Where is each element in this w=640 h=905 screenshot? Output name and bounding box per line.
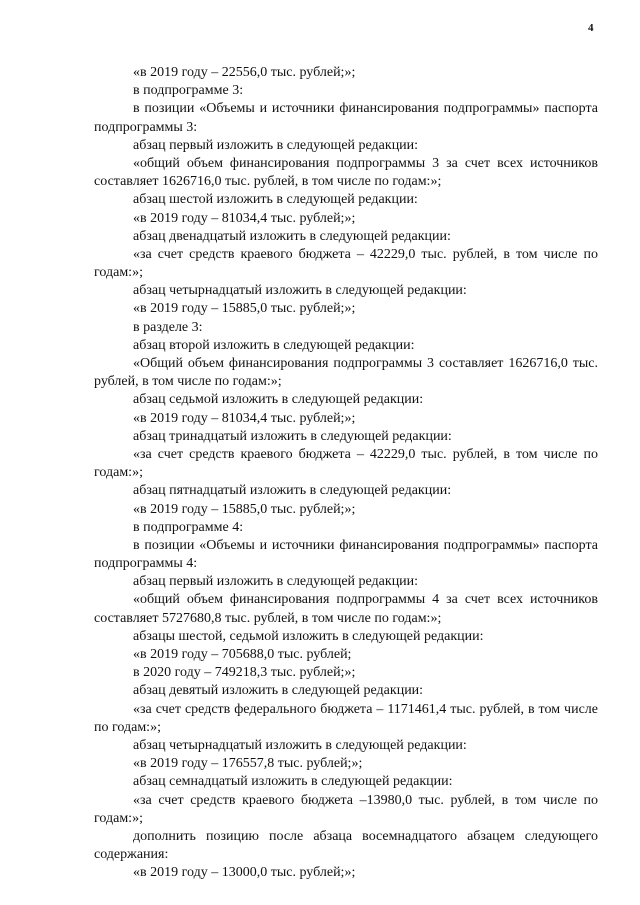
- document-paragraph: «в 2019 году – 81034,4 тыс. рублей;»;: [133, 410, 356, 426]
- document-paragraph: абзац седьмой изложить в следующей редакции:: [133, 392, 424, 408]
- document-paragraph: «за счет средств федерального бюджета – 1171461,4 тыс. рублей, в том числе по годам:»;: [94, 701, 598, 735]
- document-paragraph: в позиции «Объемы и источники финансирования подпрограммы» паспорта подпрограммы 4:: [94, 537, 598, 572]
- document-paragraph: «в 2019 году – 15885,0 тыс. рублей;»;: [133, 301, 356, 317]
- document-paragraph: в позиции «Объемы и источники финансирования подпрограммы» паспорта подпрограммы 3:: [94, 101, 598, 135]
- document-paragraph: дополнить позицию после абзаца восемнадцатого абзацем следующего содержания:: [94, 828, 598, 863]
- document-paragraph: абзац первый изложить в следующей редакции:: [133, 137, 419, 153]
- document-paragraph: «в 2019 году – 81034,4 тыс. рублей;»;: [133, 210, 356, 226]
- document-paragraph: «общий объем финансирования подпрограммы 3 за счет всех источников составляет 1626716,0 тыс. рублей, в том числе по годам:»;: [94, 155, 598, 190]
- document-paragraph: «в 2019 году – 176557,8 тыс. рублей;»;: [133, 756, 363, 772]
- document-paragraph: «в 2019 году – 13000,0 тыс. рублей;»;: [133, 865, 356, 881]
- document-body: [94, 64, 598, 882]
- document-paragraph: абзац четырнадцатый изложить в следующей редакции:: [133, 737, 467, 753]
- page-number: 4: [588, 22, 594, 34]
- document-paragraph: абзац девятый изложить в следующей редакции:: [133, 683, 424, 699]
- document-paragraph: «за счет средств краевого бюджета –13980,0 тыс. рублей, в том числе по годам:»;: [94, 792, 598, 826]
- document-paragraph: «за счет средств краевого бюджета – 42229,0 тыс. рублей, в том числе по годам:»;: [94, 446, 598, 481]
- document-paragraph: в разделе 3:: [133, 319, 203, 335]
- document-paragraph: абзац тринадцатый изложить в следующей редакции:: [133, 428, 452, 444]
- document-paragraph: «за счет средств краевого бюджета – 42229,0 тыс. рублей, в том числе по годам:»;: [94, 246, 598, 281]
- document-paragraph: «в 2019 году – 705688,0 тыс. рублей;: [133, 647, 352, 662]
- document-paragraph: «общий объем финансирования подпрограммы 4 за счет всех источников составляет 5727680,8 тыс. рублей, в том числе по годам:»;: [94, 592, 598, 626]
- document-paragraph: в 2020 году – 749218,3 тыс. рублей;»;: [133, 665, 356, 681]
- document-paragraph: абзац шестой изложить в следующей редакции:: [133, 192, 418, 208]
- document-paragraph: в подпрограмме 3:: [133, 83, 244, 99]
- document-paragraph: абзац двенадцатый изложить в следующей редакции:: [133, 228, 451, 244]
- document-paragraph: абзацы шестой, седьмой изложить в следующей редакции:: [133, 628, 484, 644]
- document-paragraph: абзац пятнадцатый изложить в следующей редакции:: [133, 483, 452, 499]
- document-paragraph: абзац семнадцатый изложить в следующей редакции:: [133, 774, 453, 790]
- document-paragraph: в подпрограмме 4:: [133, 519, 244, 535]
- document-paragraph: абзац первый изложить в следующей редакции:: [133, 574, 419, 590]
- document-paragraph: «Общий объем финансирования подпрограммы 3 составляет 1626716,0 тыс. рублей, в том числе по годам:»;: [94, 356, 598, 390]
- document-paragraph: «в 2019 году – 22556,0 тыс. рублей;»;: [133, 65, 356, 80]
- document-paragraph: абзац четырнадцатый изложить в следующей редакции:: [133, 283, 467, 299]
- document-paragraph: абзац второй изложить в следующей редакции:: [133, 337, 415, 353]
- document-paragraph: «в 2019 году – 15885,0 тыс. рублей;»;: [133, 501, 356, 517]
